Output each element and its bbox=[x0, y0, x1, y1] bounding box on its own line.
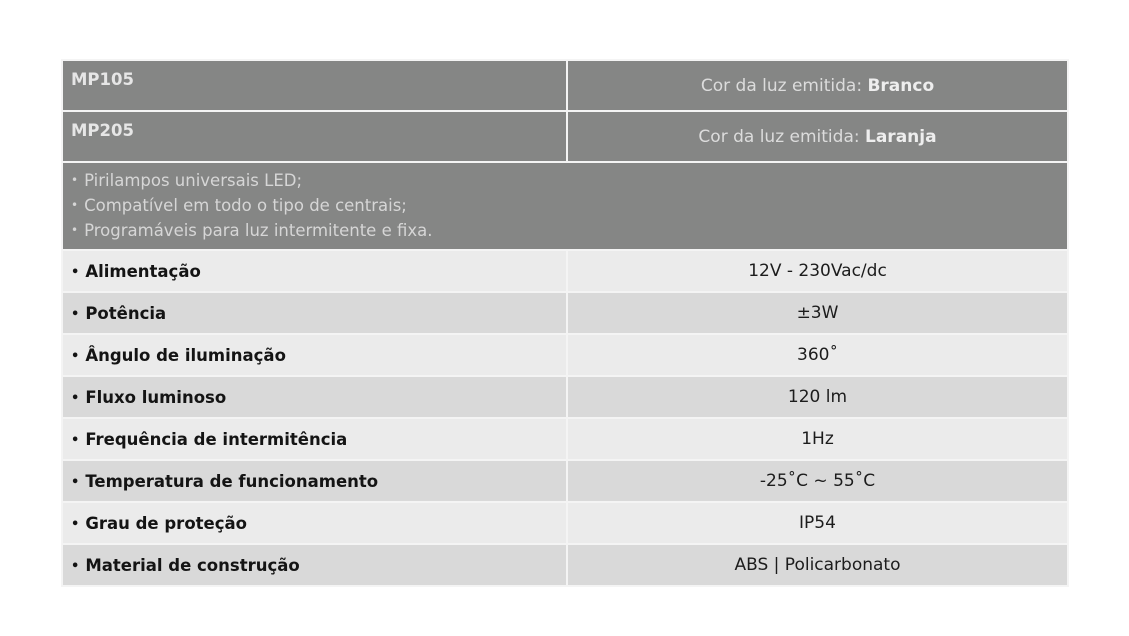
spec-label: • Ângulo de iluminação bbox=[62, 334, 567, 376]
spec-row-alimentacao bbox=[62, 250, 1068, 292]
spec-value: ABS | Policarbonato bbox=[567, 544, 1068, 586]
spec-row-protecao bbox=[62, 502, 1068, 544]
spec-label: • Temperatura de funcionamento bbox=[62, 460, 567, 502]
spec-value: ±3W bbox=[567, 292, 1068, 334]
spec-label: • Grau de proteção bbox=[62, 502, 567, 544]
bullet-icon: • bbox=[71, 432, 80, 448]
spec-value: 360˚ bbox=[567, 334, 1068, 376]
spec-row-material bbox=[62, 544, 1068, 586]
spec-label: • Fluxo luminoso bbox=[62, 376, 567, 418]
emitted-color-value: Laranja bbox=[865, 126, 937, 147]
spec-row-frequencia bbox=[62, 418, 1068, 460]
bullet-icon: • bbox=[71, 173, 79, 187]
feature-item: • Compatível em todo o tipo de centrais; bbox=[71, 196, 407, 215]
spec-row-fluxo bbox=[62, 376, 1068, 418]
bullet-icon: • bbox=[71, 516, 80, 532]
emitted-color-cell bbox=[567, 60, 1068, 111]
bullet-icon: • bbox=[71, 198, 79, 212]
spec-value: IP54 bbox=[567, 502, 1068, 544]
spec-label: • Potência bbox=[62, 292, 567, 334]
feature-item: • Pirilampos universais LED; bbox=[71, 171, 303, 190]
features-list bbox=[62, 162, 1068, 250]
emitted-color-label: Cor da luz emitida: bbox=[700, 75, 863, 96]
spec-value: 1Hz bbox=[567, 418, 1068, 460]
model-row-mp105 bbox=[62, 60, 1068, 111]
emitted-color-label: Cor da luz emitida: bbox=[698, 126, 860, 147]
bullet-icon: • bbox=[71, 474, 80, 490]
bullet-icon: • bbox=[71, 558, 80, 574]
bullet-icon: • bbox=[71, 348, 80, 364]
model-name: MP105 bbox=[62, 60, 567, 111]
spec-value: -25˚C ~ 55˚C bbox=[567, 460, 1068, 502]
spec-row-potencia bbox=[62, 292, 1068, 334]
bullet-icon: • bbox=[71, 223, 79, 237]
bullet-icon: • bbox=[71, 264, 80, 280]
product-spec-table bbox=[61, 59, 1069, 587]
features-row bbox=[62, 162, 1068, 250]
model-row-mp205 bbox=[62, 111, 1068, 162]
bullet-icon: • bbox=[71, 390, 80, 406]
spec-row-temperatura bbox=[62, 460, 1068, 502]
spec-label: • Alimentação bbox=[62, 250, 567, 292]
feature-item: • Programáveis para luz intermitente e fixa. bbox=[71, 221, 433, 240]
spec-label: • Material de construção bbox=[62, 544, 567, 586]
spec-label: • Frequência de intermitência bbox=[62, 418, 567, 460]
spec-value: 12V - 230Vac/dc bbox=[567, 250, 1068, 292]
model-name: MP205 bbox=[62, 111, 567, 162]
emitted-color-value: Branco bbox=[867, 75, 935, 96]
spec-row-angulo bbox=[62, 334, 1068, 376]
bullet-icon: • bbox=[71, 306, 80, 322]
emitted-color-cell bbox=[567, 111, 1068, 162]
spec-value: 120 lm bbox=[567, 376, 1068, 418]
